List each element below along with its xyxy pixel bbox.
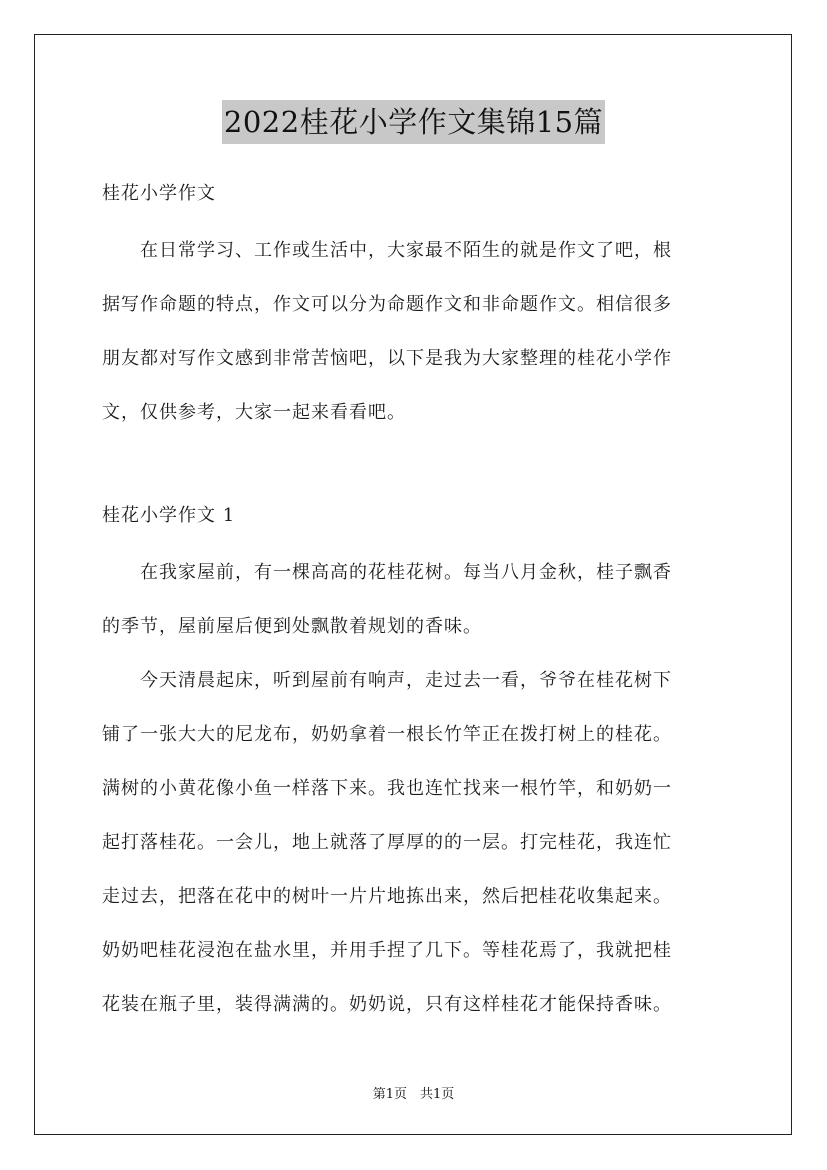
intro-heading[interactable]: 桂花小学作文 (102, 183, 216, 204)
page-footer: 第1页 共1页 (372, 1087, 455, 1102)
text-line: 据写作命题的特点，作文可以分为命题作文和非命题作文。相信很多 (102, 294, 672, 315)
text-line: 朋友都对写作文感到非常苦恼吧，以下是我为大家整理的桂花小学作 (102, 348, 672, 369)
text-line: 奶奶吧桂花浸泡在盐水里，并用手捏了几下。等桂花焉了，我就把桂 (102, 940, 672, 961)
text-line: 的季节，屋前屋后便到处飘散着规划的香味。 (102, 616, 482, 637)
text-line: 走过去，把落在花中的树叶一片片地拣出来，然后把桂花收集起来。 (102, 886, 672, 907)
story-heading[interactable]: 桂花小学作文 1 (102, 505, 236, 526)
text-line: 在我家屋前，有一棵高高的花桂花树。每当八月金秋，桂子飘香 (102, 562, 672, 583)
text-line: 起打落桂花。一会儿，地上就落了厚厚的的一层。打完桂花，我连忙 (102, 832, 672, 853)
document-title[interactable]: 2022桂花小学作文集锦15篇 (222, 100, 605, 144)
story-paragraph-1[interactable] (102, 546, 728, 654)
text-line: 铺了一张大大的尼龙布，奶奶拿着一根长竹竿正在拨打树上的桂花。 (102, 724, 672, 745)
text-line: 在日常学习、工作或生活中，大家最不陌生的就是作文了吧，根 (102, 240, 672, 261)
text-line: 文，仅供参考，大家一起来看看吧。 (102, 402, 406, 423)
title-container (0, 100, 827, 144)
section-spacer (102, 440, 728, 494)
document-body (102, 172, 728, 1032)
intro-paragraph[interactable] (102, 224, 728, 440)
text-line: 花装在瓶子里，装得满满的。奶奶说，只有这样桂花才能保持香味。 (102, 994, 672, 1015)
text-line: 满树的小黄花像小鱼一样落下来。我也连忙找来一根竹竿，和奶奶一 (102, 778, 672, 799)
story-paragraph-2[interactable] (102, 654, 728, 1032)
text-line: 今天清晨起床，听到屋前有响声，走过去一看，爷爷在桂花树下 (102, 670, 672, 691)
